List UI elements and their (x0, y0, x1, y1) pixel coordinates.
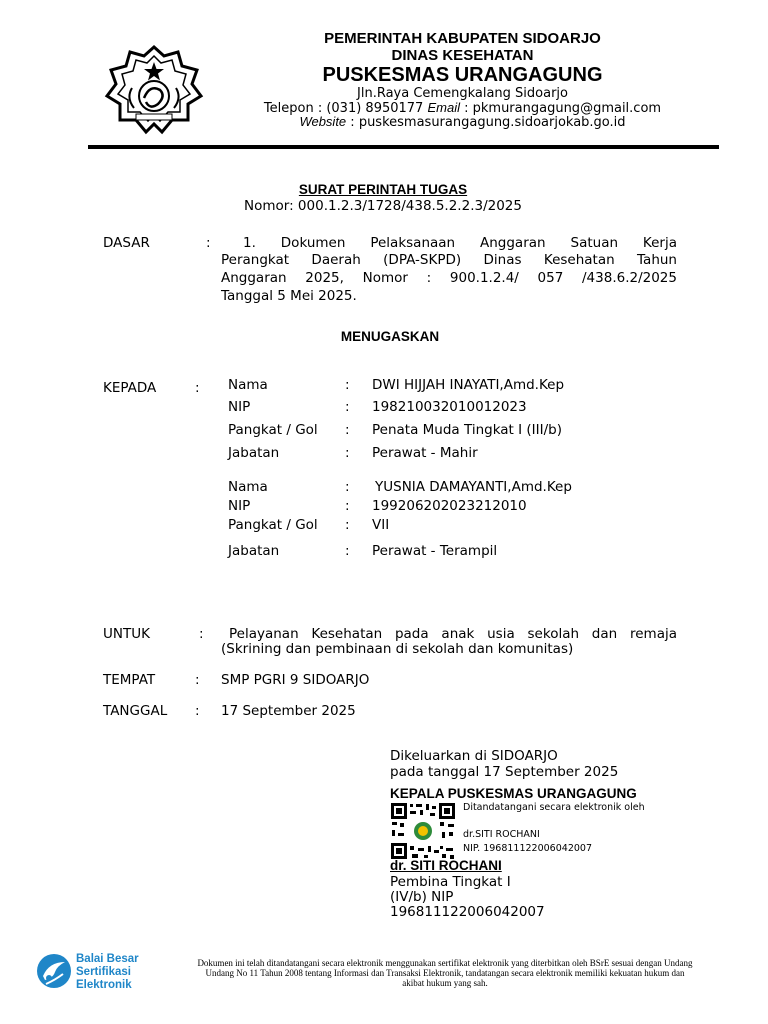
email-value: : pkmurangagung@gmail.com (459, 101, 662, 116)
person-1-nip-label: NIP (228, 399, 251, 415)
kepada-colon: : (195, 380, 200, 396)
person-2-pangkat: VII (372, 517, 390, 533)
e-sign-name: dr.SITI ROCHANI (463, 829, 540, 840)
signatory-rank: Pembina Tingkat I (390, 874, 511, 890)
letterhead-website (230, 114, 695, 130)
signatory-office: KEPALA PUSKESMAS URANGAGUNG (390, 786, 637, 801)
tanggal-label: TANGGAL (103, 703, 168, 719)
dasar-line-2: Perangkat Daerah (DPA-SKPD) Dinas Kesehatan Tahun (221, 252, 677, 268)
e-sign-note: Ditandatangani secara elektronik oleh (463, 802, 645, 813)
document-number: Nomor: 000.1.2.3/1728/438.5.2.2.3/2025 (244, 198, 522, 214)
letterhead-address (230, 86, 695, 101)
person-1-nama: DWI HIJJAH INAYATI,Amd.Kep (372, 377, 565, 393)
person-1-jabatan-label: Jabatan (228, 445, 280, 461)
tempat-colon: : (195, 672, 200, 688)
bsre-logo-line-1: Balai Besar (76, 953, 139, 965)
person-2-jabatan: Perawat - Terampil (372, 543, 498, 559)
issued-date: pada tanggal 17 September 2025 (390, 764, 619, 780)
person-1-pangkat-colon: : (345, 422, 350, 438)
person-2-pangkat-label: Pangkat / Gol (228, 517, 318, 533)
sidoarjo-regency-emblem-icon (104, 44, 204, 136)
footer-note-line-2: Undang No 11 Tahun 2008 tentang Informasi dan Transaksi Elektronik, tandatangan secara elektronik memiliki kekuatan hukum dan (205, 968, 685, 978)
letterhead-department: DINAS KESEHATAN (391, 47, 534, 64)
person-1-nama-colon: : (345, 377, 350, 393)
untuk-label: UNTUK (103, 626, 150, 642)
tempat-label: TEMPAT (103, 672, 156, 688)
issued-at: Dikeluarkan di SIDOARJO (390, 748, 558, 764)
dasar-label: DASAR (103, 235, 150, 251)
website-value: : puskesmasurangagung.sidoarjokab.go.id (346, 115, 626, 130)
person-2-jabatan-label: Jabatan (228, 543, 280, 559)
menugaskan-heading: MENUGASKAN (340, 329, 440, 344)
letterhead-institution: PUSKESMAS URANGAGUNG (322, 64, 603, 86)
address-text: Jln.Raya Cemengkalang Sidoarjo (357, 86, 568, 101)
bsre-logo-icon (35, 952, 73, 990)
dasar-colon: : (206, 235, 211, 251)
person-2-jabatan-colon: : (345, 543, 350, 559)
person-1-jabatan-colon: : (345, 445, 350, 461)
signatory-name: dr. SITI ROCHANI (390, 858, 502, 873)
tanggal-colon: : (195, 703, 200, 719)
signatory-grade: (IV/b) NIP (390, 889, 454, 905)
person-2-nama-colon: : (345, 479, 350, 495)
tanggal-value: 17 September 2025 (221, 703, 356, 719)
person-2-nama: YUSNIA DAMAYANTI,Amd.Kep (375, 479, 572, 495)
person-2-nip: 199206202023212010 (372, 498, 527, 514)
footer-note-line-1: Dokumen ini telah ditandatangani secara elektronik menggunakan sertifikat elektronik yang diterbitkan oleh BSrE sesuai dengan Undang (197, 958, 693, 968)
person-1-jabatan: Perawat - Mahir (372, 445, 478, 461)
email-label: Email (427, 100, 460, 115)
untuk-line-1: Pelayanan Kesehatan pada anak usia sekolah dan remaja (229, 626, 677, 642)
person-2-nip-colon: : (345, 498, 350, 514)
dasar-line-4: Tanggal 5 Mei 2025. (221, 288, 357, 304)
person-1-pangkat: Penata Muda Tingkat I (III/b) (372, 422, 563, 438)
letterhead-divider (88, 145, 719, 149)
person-2-pangkat-colon: : (345, 517, 350, 533)
untuk-line-2: (Skrining dan pembinaan di sekolah dan komunitas) (221, 641, 574, 657)
dasar-line-1: 1. Dokumen Pelaksanaan Anggaran Satuan Kerja (243, 235, 677, 251)
website-label: Website (299, 114, 347, 129)
tempat-value: SMP PGRI 9 SIDOARJO (221, 672, 370, 688)
person-2-nip-label: NIP (228, 498, 251, 514)
bsre-logo-line-2: Sertifikasi (76, 966, 131, 978)
qr-code-icon (390, 802, 456, 860)
bsre-logo-line-3: Elektronik (76, 979, 132, 991)
footer-note-line-3: akibat hukum yang sah. (402, 978, 488, 988)
dasar-line-3: Anggaran 2025, Nomor : 900.1.2.4/ 057 /438.6.2/2025 (221, 270, 677, 286)
untuk-colon: : (199, 626, 204, 642)
person-1-nama-label: Nama (228, 377, 268, 393)
kepada-label: KEPADA (103, 380, 157, 396)
person-1-nip-colon: : (345, 399, 350, 415)
letterhead-government: PEMERINTAH KABUPATEN SIDOARJO (324, 30, 601, 47)
person-1-pangkat-label: Pangkat / Gol (228, 422, 318, 438)
phone-text: Telepon : (031) 8950177 (263, 101, 428, 116)
document-title: SURAT PERINTAH TUGAS (298, 182, 468, 197)
person-1-nip: 198210032010012023 (372, 399, 527, 415)
person-2-nama-label: Nama (228, 479, 268, 495)
e-sign-nip: NIP. 196811122006042007 (463, 843, 592, 854)
signatory-nip: 196811122006042007 (390, 904, 545, 920)
